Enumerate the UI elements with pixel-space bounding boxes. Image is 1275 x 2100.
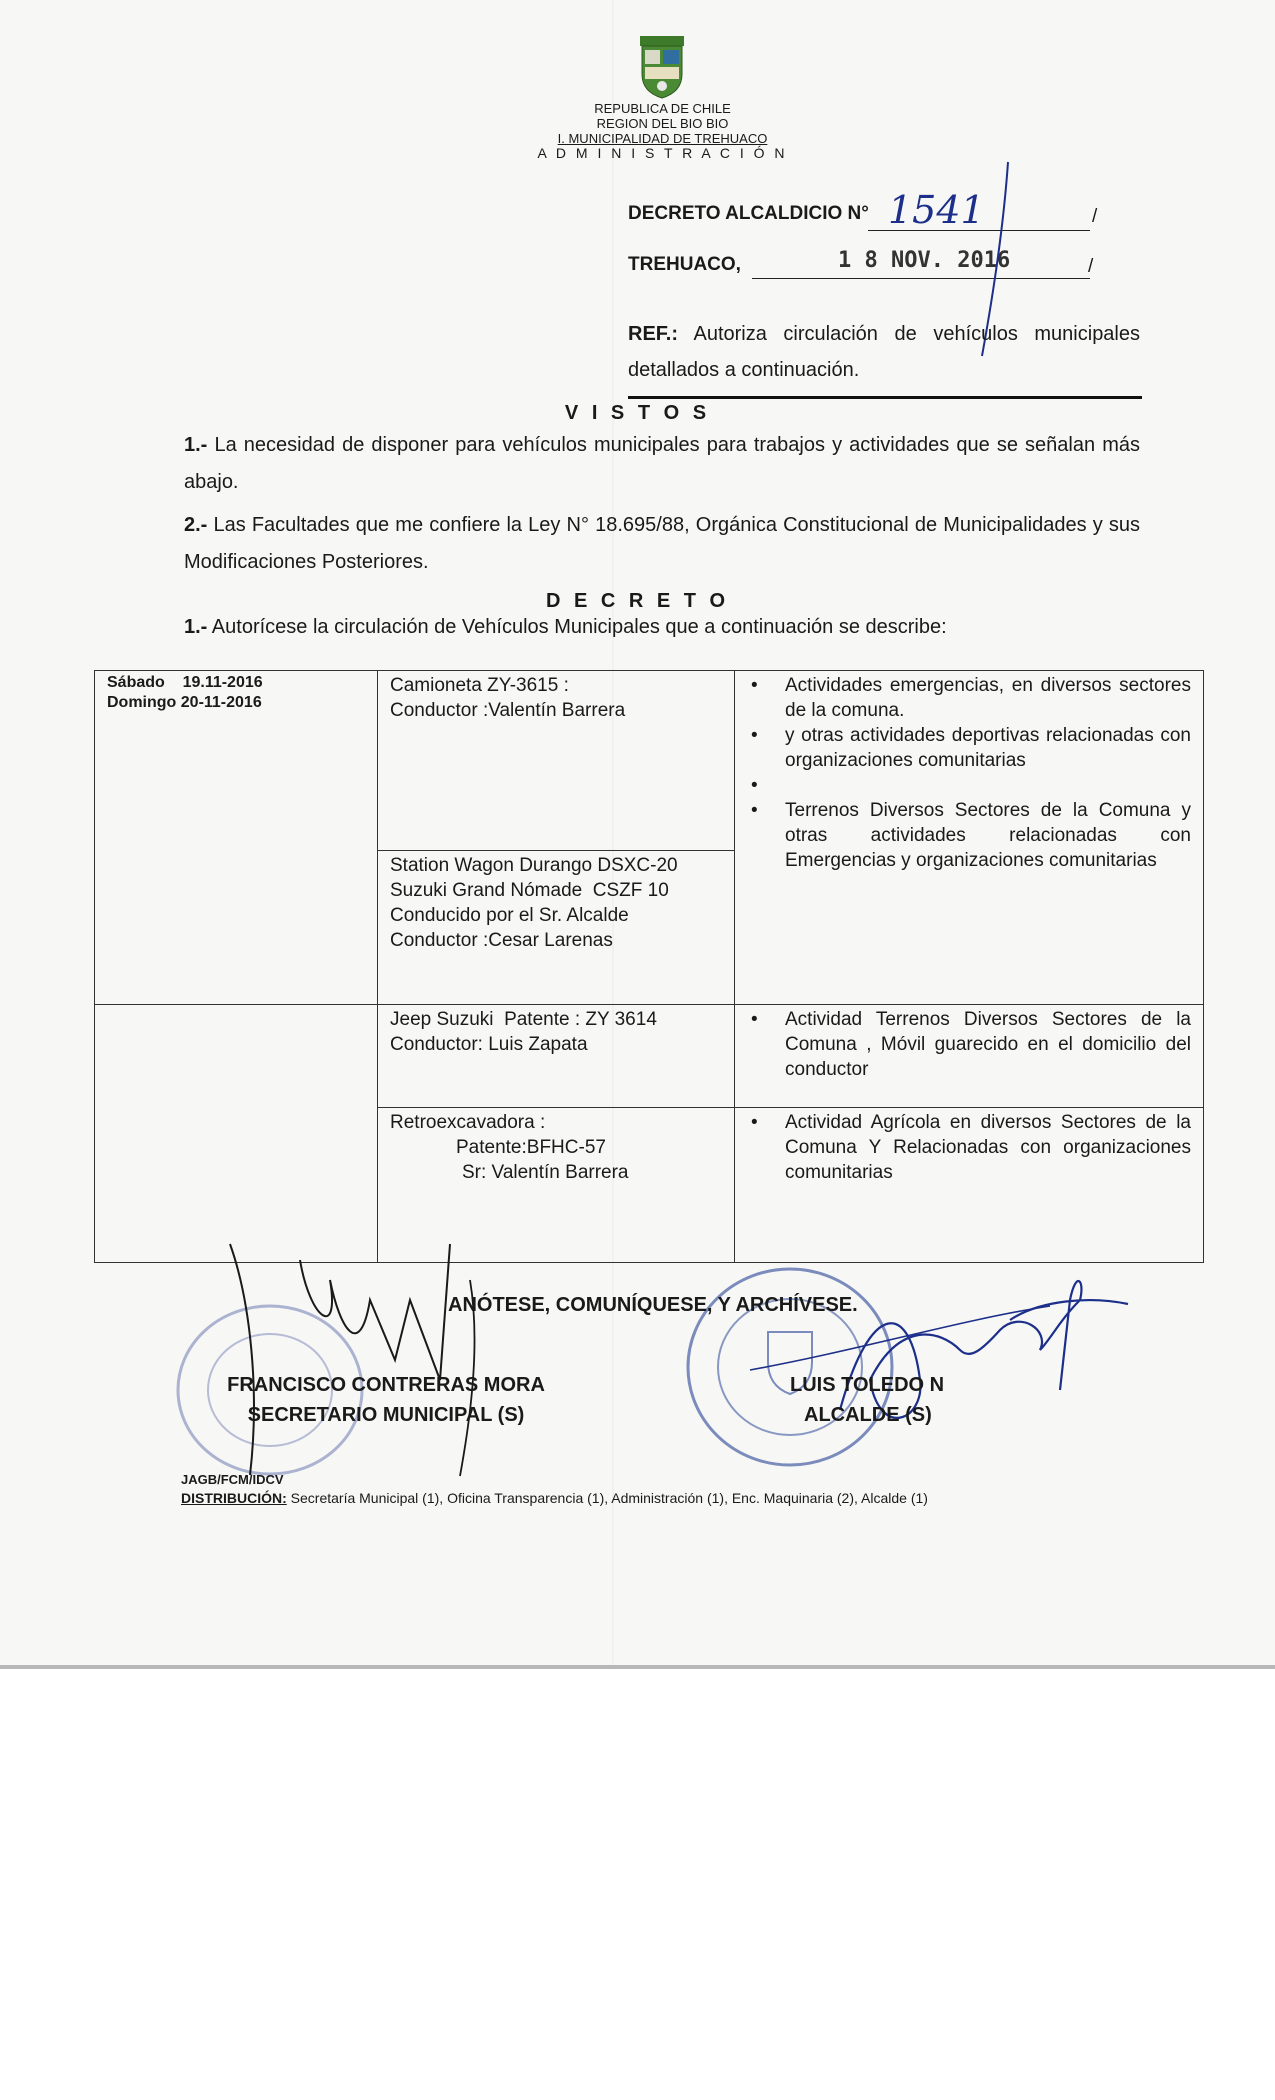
secretary-signature-block — [196, 1370, 576, 1430]
page-bottom-edge — [0, 1665, 1275, 1669]
decreto-item-1 — [184, 609, 1140, 646]
institution-header — [450, 101, 875, 161]
decreto-item-text: Autorícese la circulación de Vehículos Municipales que a continuación se describe: — [207, 616, 947, 638]
closing-statement: ANÓTESE, COMUNÍQUESE, Y ARCHÍVESE. — [448, 1294, 858, 1316]
activity-item: • Actividad Agrícola en diversos Sectores de la Comuna Y Relacionadas con organizaciones comunitarias — [785, 1110, 1191, 1185]
mayor-signature-block — [790, 1370, 944, 1430]
vehicle-line: Camioneta ZY-3615 : — [390, 675, 569, 696]
reference-block — [628, 316, 1140, 388]
dates-cell-empty — [95, 1005, 378, 1263]
vistos-item-number: 2.- — [184, 514, 208, 536]
decreto-title: D E C R E T O — [545, 590, 730, 612]
mayor-name: LUIS TOLEDO N — [790, 1374, 945, 1396]
secretary-name: FRANCISCO CONTRERAS MORA — [227, 1374, 545, 1396]
activities-cell — [735, 671, 1204, 1005]
municipal-crest-icon — [636, 34, 688, 100]
reference-label: REF.: — [628, 323, 678, 345]
activity-item: • y otras actividades deportivas relacionadas con organizaciones comunitarias — [785, 723, 1191, 773]
vehicle-line: Conductor: Luis Zapata — [390, 1034, 588, 1055]
decreto-item-number: 1.- — [184, 616, 208, 638]
vehicle-cell — [378, 851, 735, 1005]
table-row — [95, 671, 1204, 851]
vistos-item-text: La necesidad de disponer para vehículos municipales para trabajos y actividades que se señalan más abajo. — [184, 434, 1140, 493]
vehicle-line: Conducido por el Sr. Alcalde — [390, 905, 629, 926]
decreto-label: DECRETO ALCALDICIO N° — [628, 203, 869, 224]
secretary-title: SECRETARIO MUNICIPAL (S) — [247, 1404, 525, 1426]
decreto-number-handwritten: 1541 — [888, 188, 985, 232]
activity-item: • Terrenos Diversos Sectores de la Comuna y otras actividades relacionadas con Emergencias y organizaciones comunitarias — [785, 798, 1191, 873]
activity-item: • Actividades emergencias, en diversos sectores de la comuna. — [785, 673, 1191, 723]
distribution-text: Secretaría Municipal (1), Oficina Transparencia (1), Administración (1), Enc. Maquinaria (2), Alcalde (1) — [286, 1490, 928, 1506]
date-stamp: 1 8 NOV. 2016 — [838, 248, 1011, 273]
reference-rule — [628, 396, 1142, 399]
vehicle-line: Conductor :Valentín Barrera — [390, 700, 626, 721]
vehicle-line: Sr: Valentín Barrera — [462, 1162, 629, 1183]
vistos-title: V I S T O S — [564, 402, 711, 424]
vistos-item-2 — [184, 507, 1140, 581]
activities-cell — [735, 1108, 1204, 1263]
date-saturday: Sábado 19.11-2016 — [107, 674, 263, 691]
reference-text: Autoriza circulación de vehículos municipales detallados a continuación. — [628, 323, 1140, 381]
distribution-label: DISTRIBUCIÓN: — [181, 1490, 287, 1506]
vehicle-cell — [378, 1005, 735, 1108]
author-initials: JAGB/FCM/IDCV — [181, 1472, 284, 1487]
mayor-title: ALCALDE (S) — [804, 1404, 932, 1426]
distribution-line — [181, 1490, 928, 1506]
activity-gap — [785, 773, 1191, 798]
vehicle-line: Suzuki Grand Nómade CSZF 10 — [390, 880, 669, 901]
header-municipality: I. MUNICIPALIDAD DE TREHUACO — [557, 131, 768, 146]
vehicle-line: Conductor :Cesar Larenas — [390, 930, 613, 951]
activities-cell — [735, 1005, 1204, 1108]
vistos-item-1 — [184, 427, 1140, 501]
header-department: A D M I N I S T R A C I Ó N — [537, 145, 788, 161]
vehicle-line: Jeep Suzuki Patente : ZY 3614 — [390, 1009, 657, 1030]
mayor-signature — [720, 1260, 1140, 1460]
vistos-item-number: 1.- — [184, 434, 208, 456]
vistos-item-text: Las Facultades que me confiere la Ley N° 18.695/88, Orgánica Constitucional de Municipalidades y sus Modificaciones Posteriores. — [184, 514, 1140, 573]
table-row — [95, 1005, 1204, 1108]
vehicle-line: Retroexcavadora : — [390, 1112, 546, 1133]
header-region: REGION DEL BIO BIO — [596, 116, 729, 131]
header-country: REPUBLICA DE CHILE — [594, 101, 731, 116]
secretary-signature — [190, 1240, 510, 1480]
vehicle-line: Patente:BFHC-57 — [456, 1137, 606, 1158]
decreto-slash: / — [1092, 206, 1098, 227]
date-sunday: Domingo 20-11-2016 — [107, 694, 262, 711]
date-line — [752, 278, 1090, 279]
vehicle-line: Station Wagon Durango DSXC-20 — [390, 855, 678, 876]
activity-item: • Actividad Terrenos Diversos Sectores de la Comuna , Móvil guarecido en el domicilio del conductor — [785, 1007, 1191, 1082]
date-label: TREHUACO, — [628, 254, 741, 275]
date-slash: / — [1088, 256, 1094, 277]
vehicle-cell — [378, 671, 735, 851]
vehicles-table — [94, 670, 1204, 1263]
dates-cell — [95, 671, 378, 1005]
